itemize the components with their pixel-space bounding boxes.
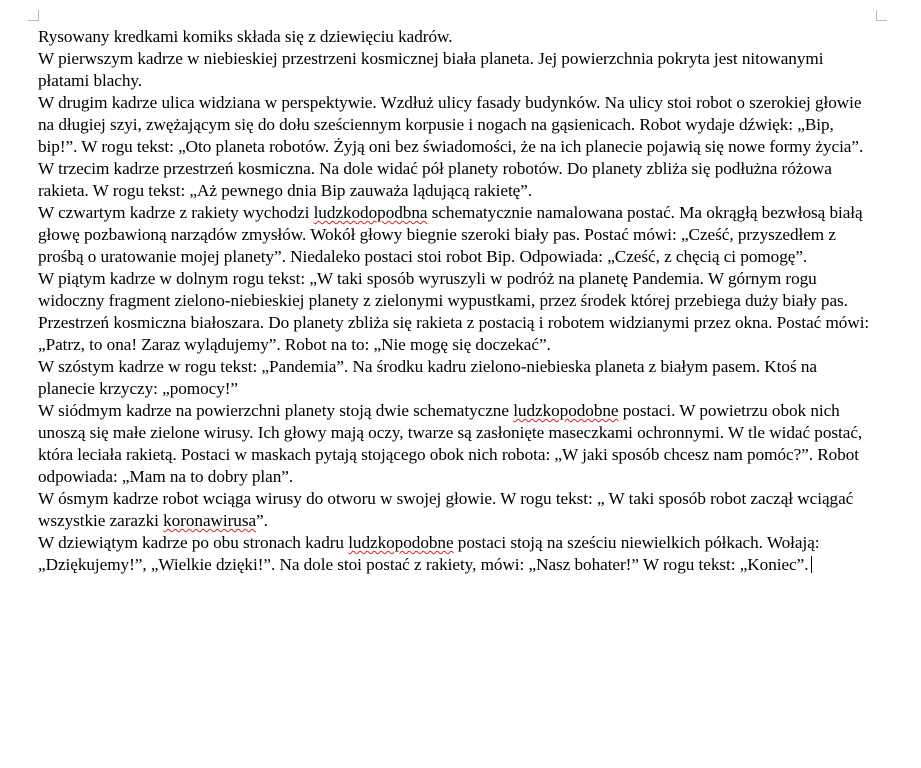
paragraph-10-text-a: W dziewiątym kadrze po obu stronach kadru — [38, 533, 349, 552]
paragraph-5-text-b: schematycznie namalowana postać. Ma okrągłą bezwłosą białą głowę pozbawioną narządów zmysłów. Wokół głowy biegnie szeroki biały pas. Postać mówi: „Cześć, przyszedłem z prośbą o uratowanie mojej planety”. Niedaleko postaci stoi robot Bip. Odpowiada: „Cześć, z chęcią ci pomogę”. — [38, 203, 863, 266]
paragraph-9 — [38, 488, 876, 532]
paragraph-9-text-b: ”. — [256, 511, 268, 530]
paragraph-5 — [38, 202, 876, 268]
paragraph-8 — [38, 400, 876, 488]
document-body[interactable] — [38, 26, 876, 576]
spelling-error-word[interactable]: ludzkopodobne — [348, 533, 454, 552]
paragraph-2: W pierwszym kadrze w niebieskiej przestrzeni kosmicznej biała planeta. Jej powierzchnia pokryta jest nitowanymi płatami blachy. — [38, 49, 824, 90]
margin-corner-top-right — [876, 10, 887, 21]
paragraph-4: W trzecim kadrze przestrzeń kosmiczna. Na dole widać pół planety robotów. Do planety zbliża się podłużna różowa rakieta. W rogu tekst: „Aż pewnego dnia Bip zauważa lądującą rakietę”. — [38, 159, 832, 200]
spelling-error-word[interactable]: ludzkopodobne — [513, 401, 619, 420]
paragraph-8-text-a: W siódmym kadrze na powierzchni planety stoją dwie schematyczne — [38, 401, 514, 420]
margin-corner-top-left — [28, 10, 39, 21]
paragraph-8-text-b: postaci. W powietrzu obok nich unoszą się małe zielone wirusy. Ich głowy mają oczy, twarze są zasłonięte maseczkami ochronnymi. W tle widać postać, która leciała rakietą. Postaci w maskach pytają stojącego obok nich robota: „W jaki sposób chcesz nam pomóc?”. Robot odpowiada: „Mam na to dobry plan”. — [38, 401, 863, 486]
paragraph-7: W szóstym kadrze w rogu tekst: „Pandemia”. Na środku kadru zielono-niebieska planeta z białym pasem. Ktoś na planecie krzyczy: „pomocy!” — [38, 357, 817, 398]
paragraph-6: W piątym kadrze w dolnym rogu tekst: „W taki sposób wyruszyli w podróż na planetę Pandemia. W górnym rogu widoczny fragment zielono-niebieskiej planety z zielonymi wypustkami, przez środek której przebiega duży biały pas. Przestrzeń kosmiczna białoszara. Do planety zbliża się rakieta z postacią i robotem widzianymi przez okna. Postać mówi: „Patrz, to ona! Zaraz wylądujemy”. Robot na to: „Nie mogę się doczekać”. — [38, 269, 870, 354]
paragraph-1: Rysowany kredkami komiks składa się z dziewięciu kadrów. — [38, 27, 453, 46]
paragraph-3: W drugim kadrze ulica widziana w perspektywie. Wzdłuż ulicy fasady budynków. Na ulicy stoi robot o szerokiej głowie na długiej szyi, zwężającym się do dołu sześciennym korpusie i nogach na gąsienicach. Robot wydaje dźwięk: „Bip, bip!”. W rogu tekst: „Oto planeta robotów. Żyją oni bez świadomości, że na ich planecie pojawią się nowe formy życia”. — [38, 93, 864, 156]
paragraph-10 — [38, 532, 876, 576]
paragraph-5-text-a: W czwartym kadrze z rakiety wychodzi — [38, 203, 314, 222]
paragraph-9-text-a: W ósmym kadrze robot wciąga wirusy do otworu w swojej głowie. W rogu tekst: „ W taki sposób robot zaczął wciągać wszystkie zarazki — [38, 489, 854, 530]
spelling-error-word[interactable]: ludzkodopodbna — [313, 203, 428, 222]
text-cursor — [811, 556, 812, 573]
spelling-error-word[interactable]: koronawirusa — [163, 511, 257, 530]
paragraph-10-text-b: postaci stoją na sześciu niewielkich półkach. Wołają: „Dziękujemy!”, „Wielkie dzięki!”. Na dole stoi postać z rakiety, mówi: „Nasz bohater!” W rogu tekst: „Koniec”. — [38, 533, 820, 574]
